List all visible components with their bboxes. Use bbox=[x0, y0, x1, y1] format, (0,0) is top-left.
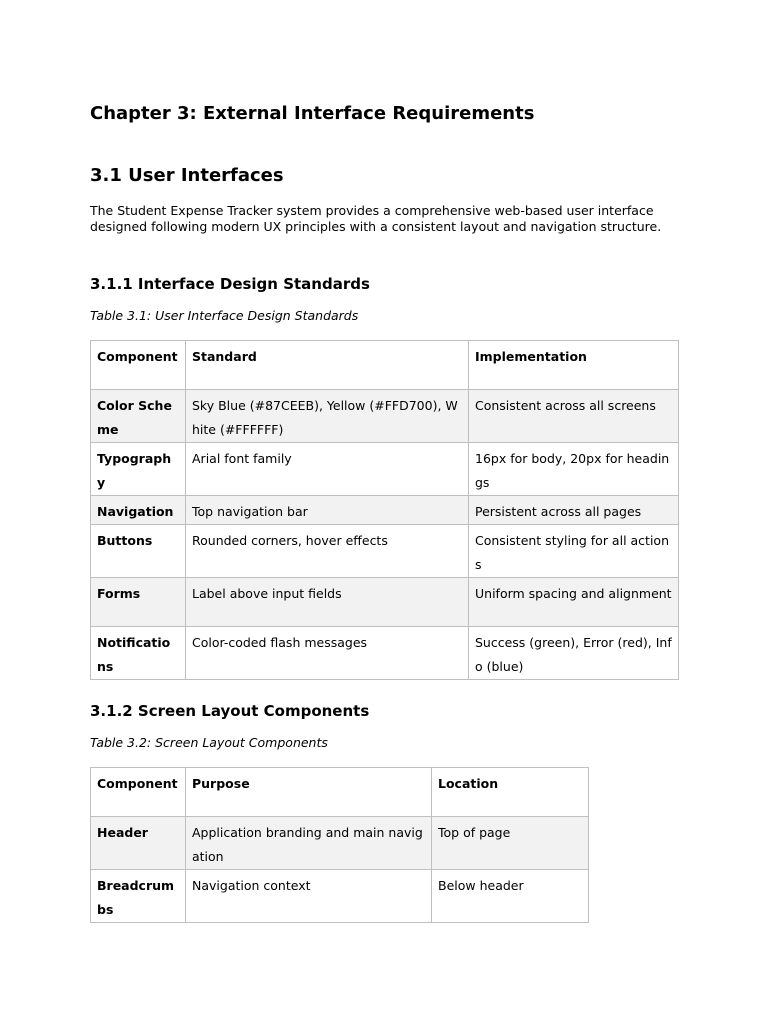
table-cell: Label above input fields bbox=[186, 578, 469, 627]
column-header: Implementation bbox=[469, 341, 679, 390]
column-header: Component bbox=[91, 768, 186, 817]
subsection-title-layout-components: 3.1.2 Screen Layout Components bbox=[90, 702, 370, 720]
table-row bbox=[91, 870, 589, 923]
table-cell: Header bbox=[91, 817, 186, 870]
table-row bbox=[91, 525, 679, 578]
table-row bbox=[91, 627, 679, 680]
table-row bbox=[91, 443, 679, 496]
table-cell: Below header bbox=[432, 870, 589, 923]
table-cell: Uniform spacing and alignment bbox=[469, 578, 679, 627]
table-row bbox=[91, 390, 679, 443]
table-header-row bbox=[91, 768, 589, 817]
table-cell: Application branding and main navigation bbox=[186, 817, 432, 870]
table-cell: Top of page bbox=[432, 817, 589, 870]
section-title: 3.1 User Interfaces bbox=[90, 165, 284, 186]
table-cell: Forms bbox=[91, 578, 186, 627]
table-cell: Color-coded flash messages bbox=[186, 627, 469, 680]
table-cell: Consistent across all screens bbox=[469, 390, 679, 443]
table-cell: Arial font family bbox=[186, 443, 469, 496]
table-cell: Consistent styling for all actions bbox=[469, 525, 679, 578]
table-cell: Rounded corners, hover effects bbox=[186, 525, 469, 578]
table-row bbox=[91, 817, 589, 870]
table-cell: Top navigation bar bbox=[186, 496, 469, 525]
table-cell: 16px for body, 20px for headings bbox=[469, 443, 679, 496]
table-cell: Navigation bbox=[91, 496, 186, 525]
subsection-title-design-standards: 3.1.1 Interface Design Standards bbox=[90, 275, 370, 293]
intro-paragraph: The Student Expense Tracker system provides a comprehensive web-based user interface designed following modern UX principles with a consistent layout and navigation structure. bbox=[90, 203, 662, 234]
table-row bbox=[91, 496, 679, 525]
column-header: Purpose bbox=[186, 768, 432, 817]
table-cell: Typography bbox=[91, 443, 186, 496]
table-cell: Navigation context bbox=[186, 870, 432, 923]
table-caption-layout-components: Table 3.2: Screen Layout Components bbox=[90, 735, 328, 750]
table-row bbox=[91, 578, 679, 627]
design-standards-table bbox=[90, 340, 679, 680]
layout-components-table bbox=[90, 767, 589, 923]
table-cell: Breadcrumbs bbox=[91, 870, 186, 923]
table-caption-design-standards: Table 3.1: User Interface Design Standards bbox=[90, 308, 359, 323]
chapter-title: Chapter 3: External Interface Requirements bbox=[90, 103, 535, 124]
table-cell: Notifications bbox=[91, 627, 186, 680]
column-header: Component bbox=[91, 341, 186, 390]
column-header: Standard bbox=[186, 341, 469, 390]
table-cell: Sky Blue (#87CEEB), Yellow (#FFD700), White (#FFFFFF) bbox=[186, 390, 469, 443]
table-cell: Success (green), Error (red), Info (blue) bbox=[469, 627, 679, 680]
column-header: Location bbox=[432, 768, 589, 817]
table-cell: Persistent across all pages bbox=[469, 496, 679, 525]
table-cell: Color Scheme bbox=[91, 390, 186, 443]
table-cell: Buttons bbox=[91, 525, 186, 578]
table-header-row bbox=[91, 341, 679, 390]
